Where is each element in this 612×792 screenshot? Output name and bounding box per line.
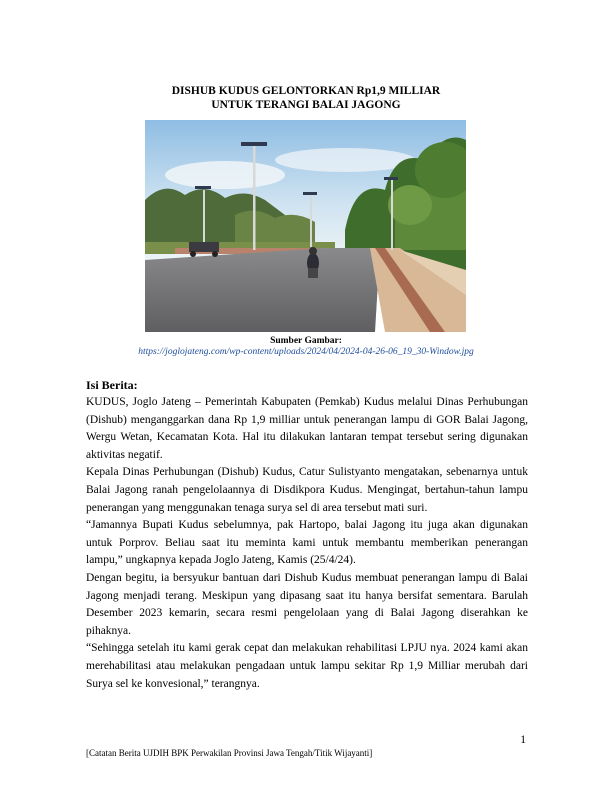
- article-body: [86, 394, 528, 693]
- document-title: [86, 84, 526, 112]
- section-heading: Isi Berita:: [86, 378, 138, 392]
- caption-label: Sumber Gambar:: [270, 336, 342, 346]
- image-caption: [86, 336, 526, 358]
- title-line-1: DISHUB KUDUS GELONTORKAN Rp1,9 MILLIAR: [171, 85, 441, 97]
- paragraph-4: Dengan begitu, ia bersyukur bantuan dari Dishub Kudus membuat penerangan lampu di Balai Jagong menjadi terang. Meskipun yang dipasang saat itu hanya bersifat sementara. Barulah Desember 2023 kemarin, secara resmi pengelolaan yang di Balai Jagong diserahkan ke pihaknya.: [86, 571, 528, 637]
- title-line-2: UNTUK TERANGI BALAI JAGONG: [211, 99, 401, 111]
- footer-note: [Catatan Berita UJDIH BPK Perwakilan Provinsi Jawa Tengah/Titik Wijayanti]: [86, 748, 373, 758]
- paragraph-3: “Jamannya Bupati Kudus sebelumnya, pak Hartopo, balai Jagong itu juga akan digunakan untuk Porprov. Beliau saat itu meminta kami untuk membantu memberikan penerangan lampu,” ungkapnya kepada Joglo Jateng, Kamis (25/4/24).: [86, 519, 528, 567]
- paragraph-2: Kepala Dinas Perhubungan (Dishub) Kudus, Catur Sulistyanto mengatakan, sebenarnya untuk Balai Jagong ranah pengelolaannya di Disdikpora Kudus. Mengingat, bertahun-tahun lampu penerangan yang menggunakan tenaga surya sel di area tersebut mati suri.: [86, 466, 528, 514]
- paragraph-1: KUDUS, Joglo Jateng – Pemerintah Kabupaten (Pemkab) Kudus melalui Dinas Perhubungan (Dishub) menganggarkan dana Rp 1,9 milliar untuk penerangan lampu di GOR Balai Jagong, Wergu Wetan, Kecamatan Kota. Hal itu dilakukan lantaran tempat tersebut sering digunakan aktivitas negatif.: [86, 396, 528, 461]
- news-photo: [145, 120, 466, 332]
- page-number: 1: [520, 734, 526, 746]
- paragraph-5: “Sehingga setelah itu kami gerak cepat dan melakukan rehabilitasi LPJU nya. 2024 kami akan merehabilitasi atau melakukan pengadaan untuk lampu sekitar Rp 1,9 Milliar merubah dari Surya sel ke konvesional,” terangnya.: [86, 642, 528, 690]
- caption-url[interactable]: https://joglojateng.com/wp-content/uploads/2024/04/2024-04-26-06_19_30-Window.jpg: [138, 347, 474, 357]
